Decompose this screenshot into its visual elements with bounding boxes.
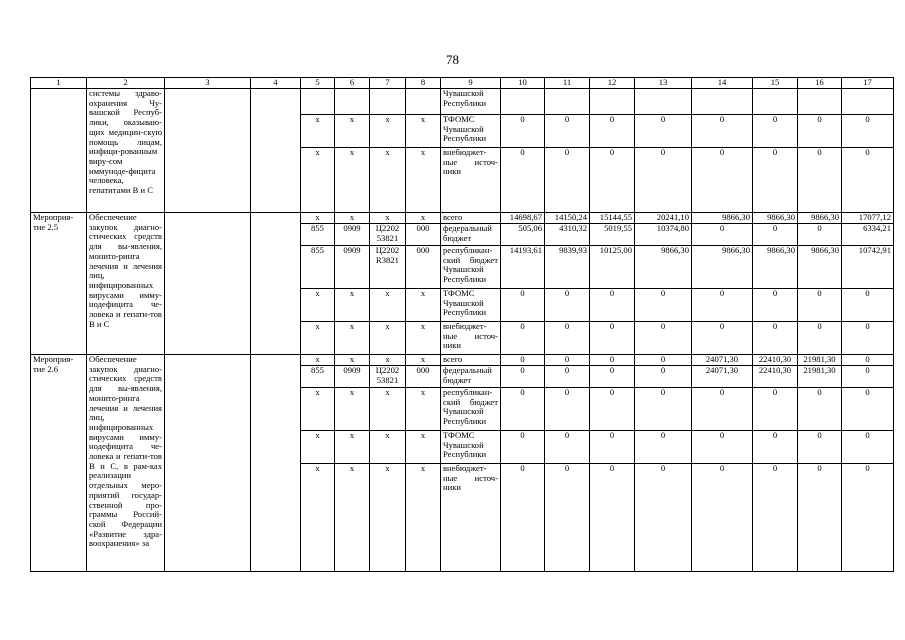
year-value-cell: 0 [635,148,692,213]
code-cell-c7: x [370,464,406,572]
year-value-cell: 0 [590,431,635,464]
funding-source-cell: ТФОМС Чувашской Республики [441,289,501,322]
code-cell-c8: x [406,148,441,213]
year-value-cell: 0 [590,388,635,431]
year-value-cell: 9839,93 [545,246,590,289]
year-value-cell: 0 [545,366,590,388]
event-number-cell: Мероприя-тие 2.6 [31,355,87,572]
funding-source-cell: федеральный бюджет [441,224,501,246]
year-value-cell [798,89,842,115]
code-cell-c7: x [370,388,406,431]
column-number-15: 15 [753,78,798,89]
year-value-cell: 0 [798,115,842,148]
year-value-cell: 0 [692,224,753,246]
table-body [31,78,894,572]
year-value-cell: 0 [692,464,753,572]
year-value-cell: 0 [692,322,753,355]
year-value-cell: 0 [798,464,842,572]
year-value-cell: 9866,30 [798,213,842,224]
year-value-cell: 24071,30 [692,355,753,366]
code-cell-c6: 0909 [335,246,370,289]
year-value-cell: 0 [753,148,798,213]
year-value-cell: 0 [590,355,635,366]
code-cell-c8: 000 [406,224,441,246]
code-cell-c7: x [370,213,406,224]
year-value-cell: 14698,67 [501,213,545,224]
column-number-row [31,78,894,89]
column-number-6: 6 [335,78,370,89]
year-value-cell: 0 [753,431,798,464]
year-value-cell: 0 [545,464,590,572]
code-cell-c5: x [301,464,335,572]
year-value-cell: 15144,55 [590,213,635,224]
year-value-cell: 0 [501,115,545,148]
column-number-12: 12 [590,78,635,89]
event-number-cell [31,89,87,213]
column-number-8: 8 [406,78,441,89]
code-cell-c8: x [406,464,441,572]
code-cell-c7: x [370,355,406,366]
column-number-17: 17 [842,78,894,89]
funding-source-cell: внебюджет-ные источ-ники [441,464,501,572]
year-value-cell: 6334,21 [842,224,894,246]
funding-source-cell: республикан-ский бюджет Чувашской Республики [441,388,501,431]
code-cell-c5: x [301,431,335,464]
year-value-cell: 24071,30 [692,366,753,388]
year-value-cell: 17077,12 [842,213,894,224]
funding-source-cell: ТФОМС Чувашской Республики [441,431,501,464]
code-cell-c6: x [335,464,370,572]
budget-table [30,77,894,572]
year-value-cell: 0 [753,289,798,322]
year-value-cell: 0 [545,322,590,355]
code-cell-c7: x [370,322,406,355]
funding-source-cell: всего [441,355,501,366]
code-cell-c8: 000 [406,246,441,289]
year-value-cell: 0 [753,464,798,572]
year-value-cell: 0 [545,355,590,366]
year-value-cell: 0 [842,322,894,355]
year-value-cell: 0 [501,366,545,388]
event-number-cell: Мероприя-тие 2.5 [31,213,87,355]
code-cell-c5: x [301,289,335,322]
year-value-cell: 0 [590,148,635,213]
code-cell-c8: x [406,289,441,322]
code-cell-c6: x [335,148,370,213]
year-value-cell: 0 [501,289,545,322]
code-cell-c8: x [406,388,441,431]
code-cell-c6: 0909 [335,224,370,246]
funding-source-cell: ТФОМС Чувашской Республики [441,115,501,148]
year-value-cell: 0 [501,464,545,572]
year-value-cell: 0 [635,464,692,572]
column-number-1: 1 [31,78,87,89]
year-value-cell [753,89,798,115]
year-value-cell [692,89,753,115]
code-cell-c6: x [335,355,370,366]
year-value-cell: 5019,55 [590,224,635,246]
year-value-cell: 0 [753,224,798,246]
year-value-cell [545,89,590,115]
year-value-cell: 0 [692,115,753,148]
year-value-cell: 10125,00 [590,246,635,289]
year-value-cell: 0 [842,148,894,213]
year-value-cell: 14193,61 [501,246,545,289]
year-value-cell [590,89,635,115]
code-cell-c7: x [370,148,406,213]
year-value-cell: 0 [842,366,894,388]
code-cell-c5: x [301,388,335,431]
code-cell-c5: 855 [301,246,335,289]
year-value-cell: 0 [798,148,842,213]
code-cell-c8 [406,89,441,115]
funding-source-cell: Чувашской Республики [441,89,501,115]
code-cell-c7: x [370,431,406,464]
year-value-cell: 0 [692,148,753,213]
year-value-cell: 0 [545,431,590,464]
code-cell-c5: x [301,213,335,224]
year-value-cell: 0 [798,431,842,464]
column-number-5: 5 [301,78,335,89]
executor-cell [165,355,251,572]
code-cell-c5: 855 [301,366,335,388]
year-value-cell: 0 [692,388,753,431]
year-value-cell: 9866,30 [753,213,798,224]
year-value-cell: 0 [635,388,692,431]
year-value-cell: 9866,30 [692,213,753,224]
code-cell-c8: x [406,115,441,148]
code-cell-c7: Ц2202 53821 [370,366,406,388]
year-value-cell: 0 [798,289,842,322]
code-cell-c8: 000 [406,366,441,388]
year-value-cell: 0 [635,355,692,366]
year-value-cell: 10374,80 [635,224,692,246]
code-cell-c8: x [406,322,441,355]
table-row [31,89,894,115]
funding-source-cell: внебюджет-ные источ-ники [441,148,501,213]
year-value-cell: 0 [635,431,692,464]
code-cell-c7: x [370,289,406,322]
year-value-cell: 0 [501,355,545,366]
year-value-cell [501,89,545,115]
event-description-cell: Обеспечение закупок диагно-стических средств для вы-явления, монито-ринга лечения и лечения лиц, инфицированных вирусами имму-нодефицита че-ловека и гепати-тов B и C, в рам-ках реализации отдельных меро-приятий государ-ственной про-граммы Россий-ской Федерации «Развитие здра-воохранения» за [87,355,165,572]
code-cell-c6: x [335,115,370,148]
year-value-cell: 0 [798,322,842,355]
column-number-16: 16 [798,78,842,89]
executor-cell [165,89,251,213]
column-number-2: 2 [87,78,165,89]
year-value-cell: 22410,30 [753,366,798,388]
year-value-cell: 9866,30 [692,246,753,289]
code-cell-c6: x [335,322,370,355]
year-value-cell: 0 [635,115,692,148]
year-value-cell: 0 [798,388,842,431]
year-value-cell: 505,06 [501,224,545,246]
target-indicator-cell [251,355,301,572]
year-value-cell: 0 [842,115,894,148]
year-value-cell: 0 [545,388,590,431]
year-value-cell: 0 [590,289,635,322]
code-cell-c7: Ц2202 R3821 [370,246,406,289]
table-row [31,213,894,224]
target-indicator-cell [251,89,301,213]
code-cell-c6: x [335,431,370,464]
code-cell-c5: x [301,148,335,213]
year-value-cell: 0 [501,322,545,355]
column-number-11: 11 [545,78,590,89]
year-value-cell: 0 [842,464,894,572]
event-description-cell: системы здраво-охранения Чу-вашской Респуб-лики, оказываю-щих медицин-скую помощь лицам, инфици-рованным виру-сом иммуноде-фицита человека, гепатитами B и C [87,89,165,213]
year-value-cell: 0 [842,289,894,322]
event-description-cell: Обеспечение закупок диагно-стических средств для вы-явления, монито-ринга лечения и лечения лиц, инфицированных вирусами имму-нодефицита че-ловека и гепати-тов B и C [87,213,165,355]
code-cell-c8: x [406,213,441,224]
year-value-cell: 9866,30 [753,246,798,289]
code-cell-c5: x [301,355,335,366]
code-cell-c6: x [335,388,370,431]
year-value-cell: 0 [590,322,635,355]
code-cell-c7: Ц2202 53821 [370,224,406,246]
code-cell-c5 [301,89,335,115]
year-value-cell: 0 [545,289,590,322]
year-value-cell: 0 [753,388,798,431]
year-value-cell: 0 [842,388,894,431]
code-cell-c5: x [301,322,335,355]
year-value-cell: 0 [590,366,635,388]
funding-source-cell: республикан-ский бюджет Чувашской Республики [441,246,501,289]
funding-source-cell: всего [441,213,501,224]
year-value-cell: 0 [590,115,635,148]
year-value-cell: 0 [753,115,798,148]
column-number-7: 7 [370,78,406,89]
column-number-3: 3 [165,78,251,89]
year-value-cell: 0 [798,224,842,246]
target-indicator-cell [251,213,301,355]
column-number-10: 10 [501,78,545,89]
year-value-cell: 21981,30 [798,355,842,366]
year-value-cell: 9866,30 [798,246,842,289]
code-cell-c8: x [406,355,441,366]
table-row [31,355,894,366]
year-value-cell [635,89,692,115]
year-value-cell: 0 [753,322,798,355]
executor-cell [165,213,251,355]
year-value-cell: 0 [692,431,753,464]
code-cell-c6: 0909 [335,366,370,388]
column-number-14: 14 [692,78,753,89]
column-number-13: 13 [635,78,692,89]
year-value-cell: 22410,30 [753,355,798,366]
year-value-cell: 0 [842,431,894,464]
year-value-cell [842,89,894,115]
code-cell-c5: 855 [301,224,335,246]
page-number: 78 [446,52,459,67]
code-cell-c6 [335,89,370,115]
year-value-cell: 10742,91 [842,246,894,289]
funding-source-cell: внебюджет-ные источ-ники [441,322,501,355]
column-number-9: 9 [441,78,501,89]
year-value-cell: 4310,32 [545,224,590,246]
code-cell-c7: x [370,115,406,148]
code-cell-c8: x [406,431,441,464]
column-number-4: 4 [251,78,301,89]
code-cell-c6: x [335,289,370,322]
year-value-cell: 0 [635,289,692,322]
code-cell-c6: x [335,213,370,224]
year-value-cell: 0 [501,148,545,213]
year-value-cell: 9866,30 [635,246,692,289]
year-value-cell: 0 [692,289,753,322]
year-value-cell: 0 [842,355,894,366]
year-value-cell: 0 [501,388,545,431]
code-cell-c7 [370,89,406,115]
year-value-cell: 0 [635,322,692,355]
year-value-cell: 14150,24 [545,213,590,224]
year-value-cell: 0 [501,431,545,464]
year-value-cell: 0 [635,366,692,388]
year-value-cell: 21981,30 [798,366,842,388]
year-value-cell: 0 [545,115,590,148]
year-value-cell: 20241,10 [635,213,692,224]
year-value-cell: 0 [590,464,635,572]
year-value-cell: 0 [545,148,590,213]
code-cell-c5: x [301,115,335,148]
funding-source-cell: федеральный бюджет [441,366,501,388]
